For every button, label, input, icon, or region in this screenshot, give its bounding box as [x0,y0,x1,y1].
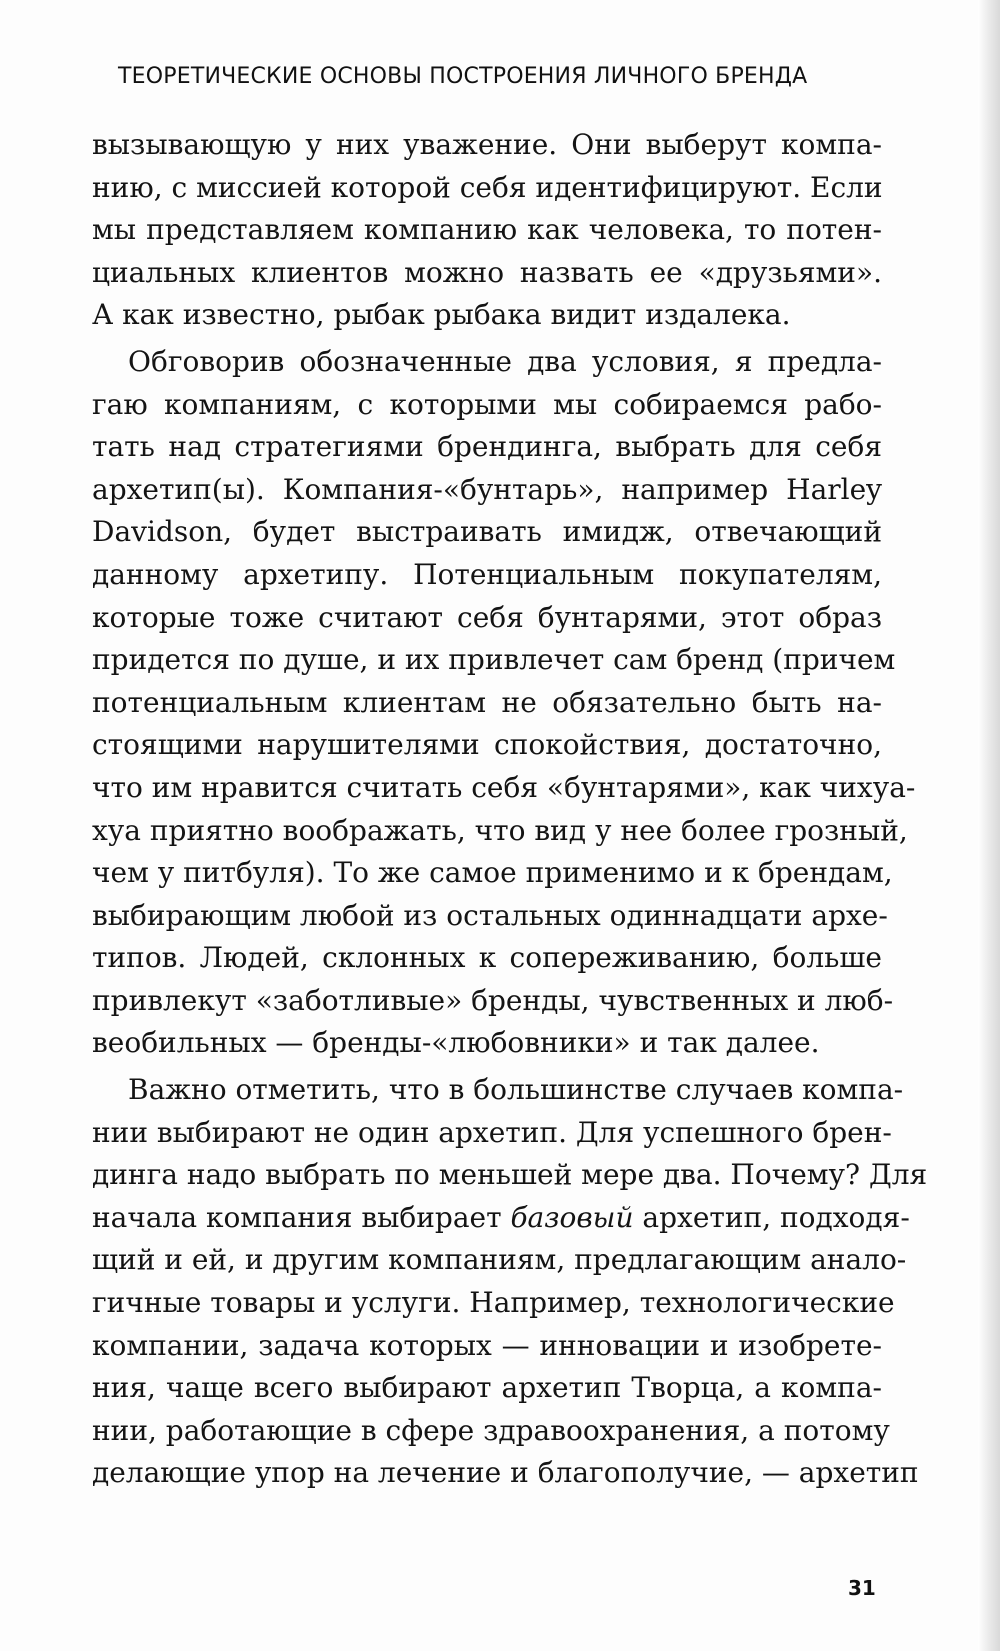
paragraph [92,341,916,1065]
text-line: Davidson, будет выстраивать имидж, отвечающий [92,515,882,549]
text-line: А как известно, рыбак рыбака видит издалека. [92,298,791,332]
text-line: Важно отметить, что в большинстве случаев компа- [128,1073,904,1107]
paragraph [92,1069,928,1495]
text-line: данному архетипу. Потенциальным покупателям, [92,557,882,591]
text-line: нию, с миссией которой себя идентифицируют. Если [92,170,883,204]
text-line: чем у питбуля). То же самое применимо и к брендам, [92,856,893,890]
running-head: ТЕОРЕТИЧЕСКИЕ ОСНОВЫ ПОСТРОЕНИЯ ЛИЧНОГО БРЕНДА [118,64,808,89]
text-line: гичные товары и услуги. Например, технологические [92,1286,895,1320]
text-line: компании, задача которых — инновации и изобрете- [92,1328,882,1362]
text-line: стоящими нарушителями спокойствия, достаточно, [92,728,882,762]
text-line: циальных клиентов можно назвать ее «друзьями». [92,255,882,289]
text-line: динга надо выбрать по меньшей мере два. Почему? Для [92,1158,928,1192]
italic-term: базовый [510,1200,634,1234]
text-line: веобильных — бренды-«любовники» и так далее. [92,1026,820,1060]
text-line: начала компания выбирает базовый архетип, подходя- [92,1200,910,1234]
text-line: что им нравится считать себя «бунтарями», как чихуа- [92,770,916,804]
text-line: мы представляем компанию как человека, то потен- [92,213,882,247]
text-line: хуа приятно воображать, что вид у нее более грозный, [92,813,908,847]
paragraph [92,124,882,337]
text-line: придется по душе, и их привлечет сам бренд (причем [92,643,896,677]
text-line: типов. Людей, склонных к сопереживанию, больше [92,941,882,975]
text-line: потенциальным клиентам не обязательно быть на- [92,685,882,719]
text-line: ния, чаще всего выбирают архетип Творца, а компа- [92,1371,882,1405]
text-line: тать над стратегиями брендинга, выбрать для себя [92,430,882,464]
text-line: щий и ей, и другим компаниям, предлагающим анало- [92,1243,907,1277]
text-line: нии, работающие в сфере здравоохранения, а потому [92,1413,890,1447]
page-number: 31 [848,1576,876,1600]
text-line: гаю компаниям, с которыми мы собираемся рабо- [92,387,882,421]
text-line: Обговорив обозначенные два условия, я предла- [128,344,882,378]
page-edge-shadow [978,0,1000,1651]
text-line: вызывающую у них уважение. Они выберут компа- [92,128,882,161]
text-line: выбирающим любой из остальных одиннадцати архе- [92,898,888,932]
text-line: которые тоже считают себя бунтарями, этот образ [92,600,882,634]
body-text [92,124,928,1495]
text-line: делающие упор на лечение и благополучие, — архетип [92,1456,919,1490]
text-line: нии выбирают не один архетип. Для успешного брен- [92,1115,892,1149]
text-line: архетип(ы). Компания-«бунтарь», например Harley [92,472,882,506]
text-line: привлекут «заботливые» бренды, чувственных и люб- [92,983,894,1017]
